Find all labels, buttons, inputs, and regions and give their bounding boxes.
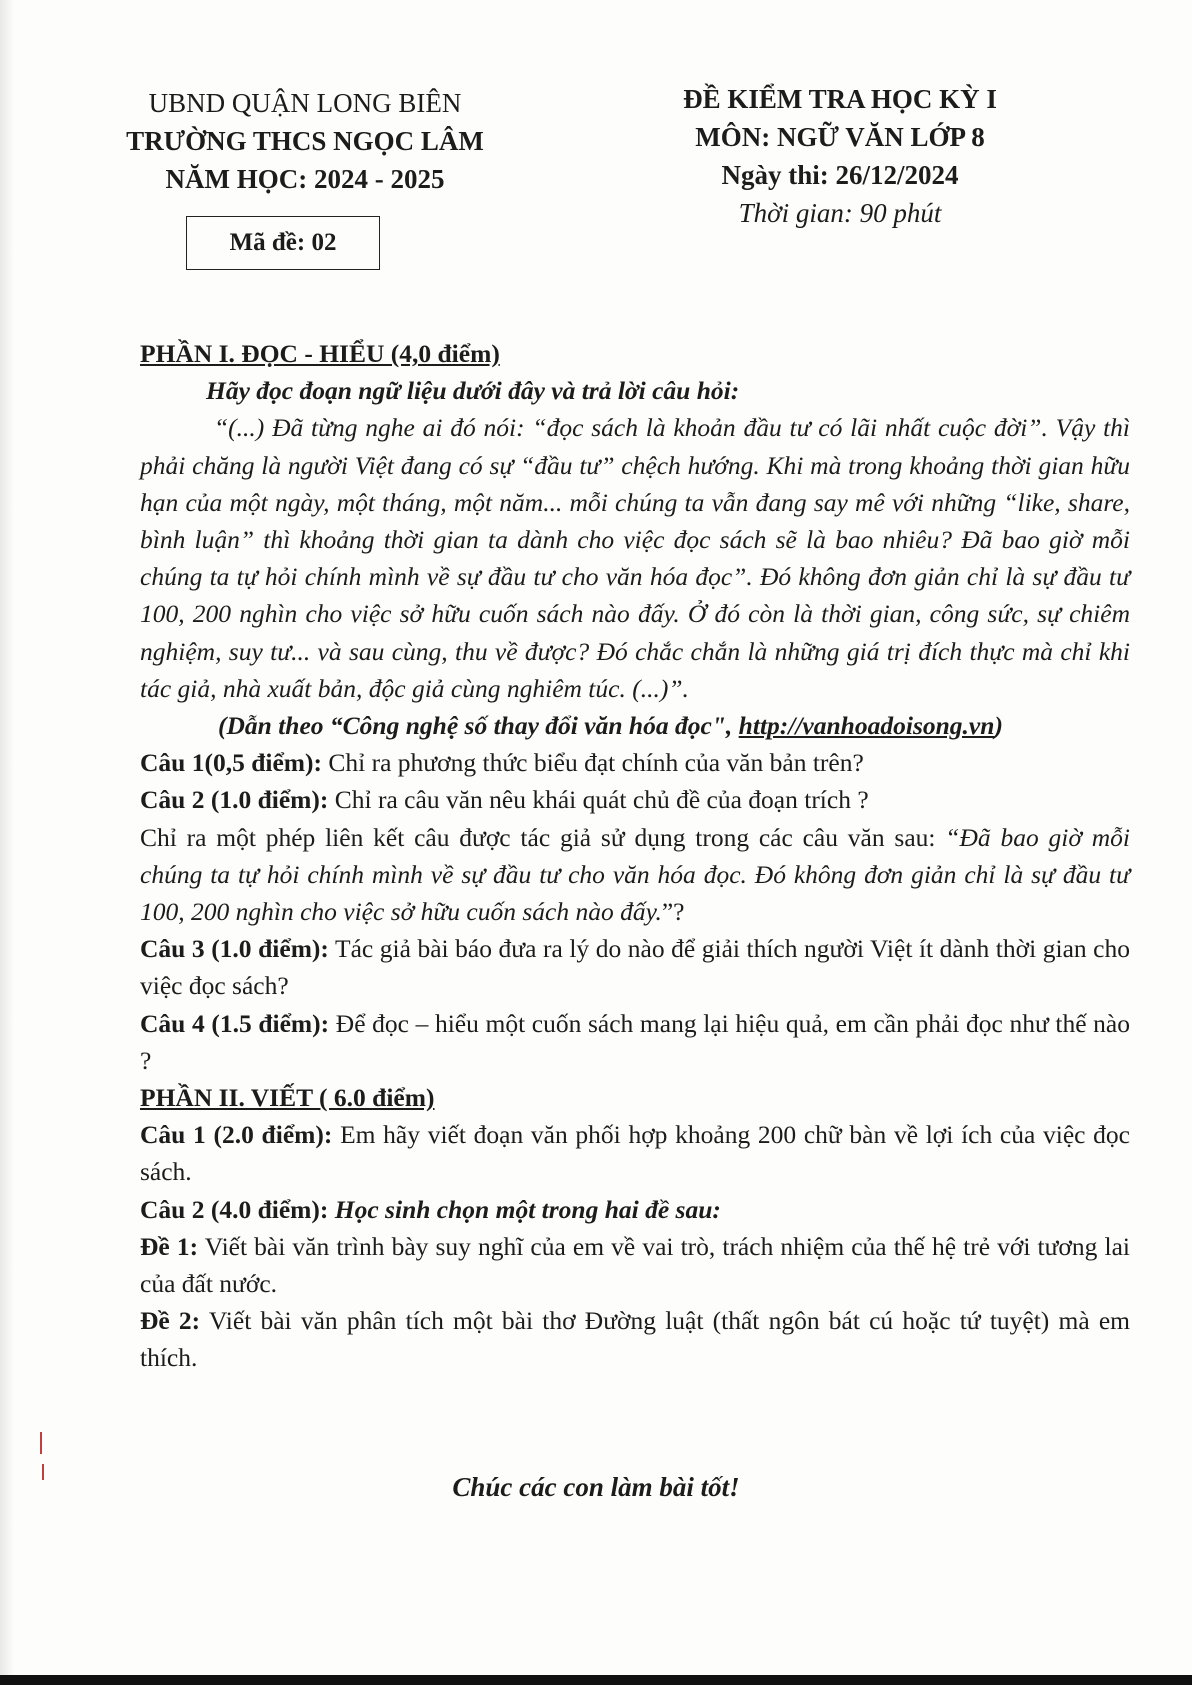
exam-code-box: Mã đề: 02 (186, 216, 380, 270)
exam-body (140, 335, 1130, 1377)
source-prefix: (Dẫn theo “Công nghệ số thay đổi văn hóa đọc", (218, 711, 739, 741)
question-label: Câu 1 (2.0 điểm): (140, 1120, 333, 1150)
question-text: Học sinh chọn một trong hai đề sau: (328, 1194, 721, 1224)
question-text: Tác giả bài báo đưa ra lý do nào để giải thích người Việt ít dành thời gian cho việc đọc sách? (140, 934, 1130, 1001)
writing-question-2 (140, 1191, 1130, 1228)
question-3 (140, 930, 1130, 1004)
passage-source (140, 707, 1130, 744)
district-name: UBND QUẬN LONG BIÊN (148, 88, 462, 118)
exam-duration: Thời gian: 90 phút (738, 198, 942, 228)
topic-text: Viết bài văn phân tích một bài thơ Đường luật (thất ngôn bát cú hoặc tứ tuyệt) mà em thích. (140, 1306, 1130, 1373)
question-label: Câu 2 (4.0 điểm): (140, 1194, 329, 1224)
question-text: Chỉ ra một phép liên kết câu được tác giả sử dụng trong các câu văn sau: (140, 822, 946, 852)
exam-subject: MÔN: NGỮ VĂN LỚP 8 (695, 122, 985, 152)
margin-mark (40, 1432, 42, 1454)
writing-question-1 (140, 1116, 1130, 1190)
question-2b (140, 819, 1130, 931)
question-label: Câu 1(0,5 điểm): (140, 748, 323, 778)
reading-passage: “(...) Đã từng nghe ai đó nói: “đọc sách là khoản đầu tư có lãi nhất cuộc đời”. Vậy thì phải chăng là người Việt đang có sự “đầu tư” chệch hướng. Khi mà trong khoảng thời gian hữu hạn của một ngày, một tháng, một năm... mỗi chúng ta vẫn đang say mê với những “like, share, bình luận” thì khoảng thời gian ta dành cho việc đọc sách sẽ là bao nhiêu? Đã bao giờ mỗi chúng ta tự hỏi chính mình về sự đầu tư cho văn hóa đọc”. Đó không đơn giản chỉ là sự đầu tư 100, 200 nghìn cho việc sở hữu cuốn sách nào đấy. Ở đó còn là thời gian, công sức, sự chiêm nghiệm, suy tư... và sau cùng, thu về được? Đó chắc chắn là những giá trị đích thực mà chỉ khi tác giả, nhà xuất bản, độc giả cùng nghiêm túc. (...)”. (140, 413, 1130, 703)
part1-title: PHẦN I. ĐỌC - HIỂU (4,0 điểm) (140, 339, 500, 368)
source-link: http://vanhoadoisong.vn (738, 711, 995, 741)
source-suffix: ) (994, 711, 1003, 741)
question-quote: “Đã bao giờ mỗi chúng ta tự hỏi chính mình về sự đầu tư cho văn hóa đọc. Đó không đơn giản chỉ là sự đầu tư 100, 200 nghìn cho việc sở hữu cuốn sách nào đấy. (140, 822, 1130, 927)
closing-message: Chúc các con làm bài tốt! (452, 1472, 740, 1502)
scan-bottom-edge (0, 1675, 1192, 1685)
question-2 (140, 781, 1130, 818)
school-header (110, 84, 500, 198)
question-text: Em hãy viết đoạn văn phối hợp khoảng 200 chữ bàn về lợi ích của việc đọc sách. (140, 1120, 1130, 1187)
topic-1 (140, 1228, 1130, 1302)
question-text: Chỉ ra câu văn nêu khái quát chủ đề của đoạn trích ? (328, 785, 869, 815)
topic-label: Đề 2: (140, 1306, 201, 1336)
exam-header (640, 80, 1040, 232)
part1-instruction: Hãy đọc đoạn ngữ liệu dưới đây và trả lời câu hỏi: (206, 376, 740, 406)
question-label: Câu 4 (1.5 điểm): (140, 1008, 330, 1038)
topic-text: Viết bài văn trình bày suy nghĩ của em về vai trò, trách nhiệm của thế hệ trẻ với tương lai của đất nước. (140, 1231, 1130, 1299)
exam-title: ĐỀ KIỂM TRA HỌC KỲ I (683, 84, 997, 114)
exam-date: Ngày thi: 26/12/2024 (721, 160, 959, 190)
question-text: Để đọc – hiểu một cuốn sách mang lại hiệu quả, em cần phải đọc như thế nào ? (140, 1008, 1130, 1075)
part2-title: PHẦN II. VIẾT ( 6.0 điểm) (140, 1083, 435, 1113)
question-label: Câu 2 (1.0 điểm): (140, 785, 329, 815)
question-4 (140, 1005, 1130, 1079)
question-text: Chỉ ra phương thức biểu đạt chính của văn bản trên? (322, 748, 864, 778)
school-year: NĂM HỌC: 2024 - 2025 (165, 164, 445, 194)
question-end: ”? (661, 897, 685, 927)
topic-label: Đề 1: (140, 1231, 199, 1261)
scan-edge (0, 0, 14, 1685)
question-1 (140, 744, 1130, 781)
school-name: TRƯỜNG THCS NGỌC LÂM (126, 126, 484, 156)
topic-2 (140, 1302, 1130, 1376)
question-label: Câu 3 (1.0 điểm): (140, 934, 329, 964)
